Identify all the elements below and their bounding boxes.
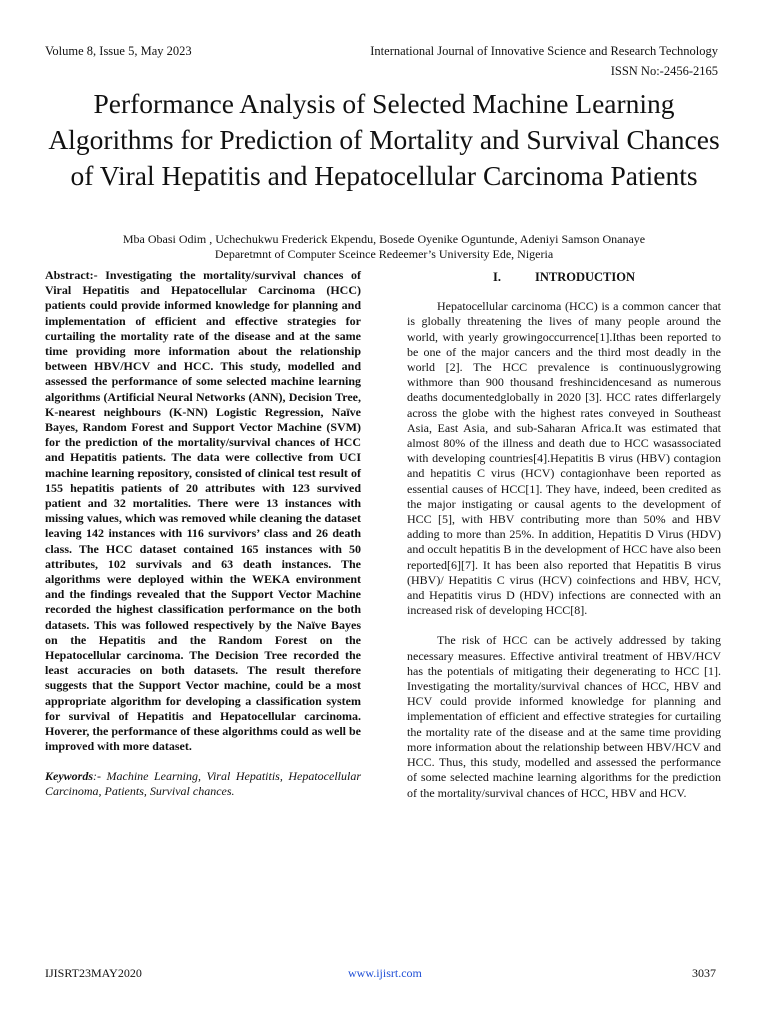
section-number: I. (492, 270, 501, 284)
abstract: Abstract:- Investigating the mortality/survival chances of Viral Hepatitis and Hepatocellular Carcinoma (HCC) patients could provide informed knowledge for planning and implementation of efficient and effective strategies for curtailing the mortality rate of the disease and at the same time providing more information about the relationship between HBV/HCV and HCC. This study, modelled and assessed the performance of some selected machine learning algorithms (Artificial Neural Networks (ANN), Decision Tree, K-nearest neighbours (K-NN) Logistic Regression, Naïve Bayes, Random Forest and Support Vector Machine (SVM) for the prediction of the mortality/survival chances of HCC and Hepatitis patients. The data were collective from UCI machine learning repository, consisted of clinical test result of 155 hepatitis patients of 20 attributes with 123 survived patient and 32 mortalities. There were 13 instances with missing values, which was removed while cleaning the dataset leaving 142 instances with 116 survivors’ class and 26 death class. The HCC dataset contained 165 instances with 50 attributes, 102 survivals and 63 death instances. The algorithms were deployed within the WEKA environment and the findings revealed that the Support Vector Machine recorded the highest classification performance on the both datasets. This was followed respectively by the Naïve Bayes on the Hepatitis and the Random Forest on the Hepatocellular carcinoma. The Decision Tree recorded the least accuracies on both datasets. The result therefore suggests that the Support Vector machine, could be a most appropriate algorithm for developing a classification system for survival of Hepatitis and Hepatocellular carcinoma. Hoverer, the performance of these algorithms could as well be improved with more dataset. (45, 268, 361, 754)
affiliation: Deparetmnt of Computer Sceince Redeemer’s University Ede, Nigeria (214, 247, 554, 261)
section-heading (407, 270, 721, 285)
keywords-label: Keywords (45, 768, 93, 783)
keywords-text: :- Machine Learning, Viral Hepatitis, Hepatocellular Carcinoma, Patients, Survival chances. (45, 768, 361, 798)
right-column (407, 270, 721, 816)
issn-number: ISSN No:-2456-2165 (610, 64, 718, 78)
journal-name: International Journal of Innovative Science and Research Technology (370, 44, 718, 58)
section-title: INTRODUCTION (534, 270, 635, 284)
keywords (45, 769, 361, 799)
left-column (45, 268, 361, 799)
footer-paper-code: IJISRT23MAY2020 (45, 966, 142, 980)
paper-title: Performance Analysis of Selected Machine Learning Algorithms for Prediction of Mortality and Survival Chances of Viral Hepatitis and Hepatocellular Carcinoma Patients (48, 88, 720, 191)
footer-website-link[interactable]: www.ijisrt.com (348, 966, 422, 980)
intro-paragraph-2: The risk of HCC can be actively addressed by taking necessary measures. Effective antiviral treatment of HBV/HCV has the potentials of mitigating their degenerating to HCC [1]. Investigating the mortality/survival chances of HCC, HBV and HCV could provide informed knowledge for planning and implementation of efficient and effective strategies for curtailing the mortality rate of the disease and at the same time providing more information about the relationship between HBV/HCV and HCC. Thus, this study, modelled and assessed the performance of some selected machine learning algorithms for the prediction of the mortality/survival chances of HCC, HBV and HCV. (407, 633, 721, 800)
author-list: Mba Obasi Odim , Uchechukwu Frederick Ekpendu, Bosede Oyenike Oguntunde, Adeniyi Samson Onanaye (122, 232, 646, 246)
footer-page-number: 3037 (692, 966, 716, 980)
volume-issue: Volume 8, Issue 5, May 2023 (45, 44, 192, 58)
intro-paragraph-1: Hepatocellular carcinoma (HCC) is a common cancer that is globally threatening the lives of many people around the world, with yearly growingoccurrence[1].Ithas been reported to be one of the major cancers and the third most deadly in the world [2]. The HCC prevalence is continuouslygrowing withmore than 900 thousand freshincidencesand as numerous deaths documentedglobally in 2020 [3]. HCC rates differlargely across the globe with the highest rates conveyed in Southeast Asia, East Asia, and sub-Saharan Africa.It was estimated that almost 80% of the illness and death due to HCC wasassociated with developing countries[4].Hepatitis B virus (HBV) contagion and hepatitis C virus (HCV) contagionhave been reported as essential causes of HCC[1]. They have, indeed, been credited as the major instigating or causal agents to the development of HCC [5], with HBV contributing more than 50% and HBV adding to more than 25%. In addition, Hepatitis D Virus (HDV) and occult hepatitis B in the development of HCC have also been reported[6][7]. It has been also reported that Hepatitis B virus (HBV)/ Hepatitis C virus (HCV) coinfections and HBV, HCV, and Hepatitis virus D (HDV) infections are connected with an increased risk of developing HCC[8]. (407, 299, 721, 618)
author-block (30, 232, 738, 262)
